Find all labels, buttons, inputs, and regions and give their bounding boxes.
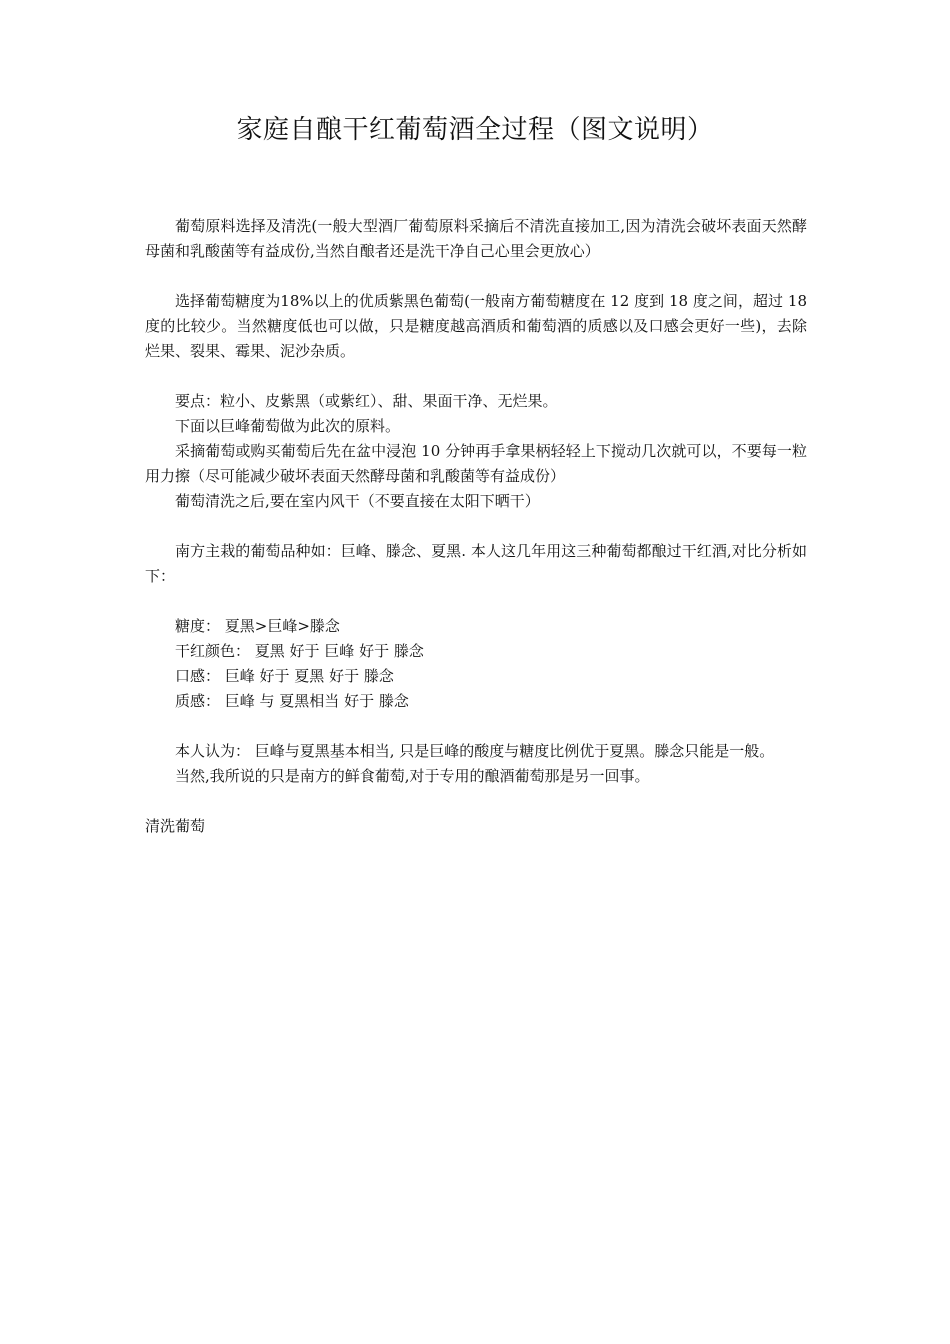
paragraph-air-dry: 葡萄清洗之后,要在室内风干（不要直接在太阳下晒干） [175, 492, 540, 510]
comparison-texture: 质感： 巨峰 与 夏黑相当 好于 滕念 [175, 692, 409, 710]
comparison-color: 干红颜色： 夏黑 好于 巨峰 好于 滕念 [175, 642, 424, 660]
paragraph-opinion: 本人认为： 巨峰与夏黑基本相当, 只是巨峰的酸度与糖度比例优于夏黑。滕念只能是一般。 [175, 742, 775, 760]
paragraph-gap [145, 714, 807, 739]
document-title: 家庭自酿干红葡萄酒全过程（图文说明） [236, 115, 714, 145]
comparison-sugar: 糖度： 夏黑>巨峰>滕念 [175, 617, 340, 635]
paragraph-sugar-content: 选择葡萄糖度为18%以上的优质紫黑色葡萄(一般南方葡萄糖度在 12 度到 18 度之间，超过 18 度的比较少。当然糖度低也可以做，只是糖度越高酒质和葡萄酒的质感以及口感会更好一些)，去除烂果、裂果、霉果、泥沙杂质。 [145, 292, 807, 360]
paragraph-gap [145, 264, 807, 289]
paragraph-note: 当然,我所说的只是南方的鲜食葡萄,对于专用的酿酒葡萄那是另一回事。 [175, 767, 650, 785]
section-heading-wash-grapes: 清洗葡萄 [145, 817, 206, 835]
document-body [145, 214, 807, 839]
paragraph-washing-method: 采摘葡萄或购买葡萄后先在盆中浸泡 10 分钟再手拿果柄轻轻上下搅动几次就可以，不要每一粒用力擦（尽可能减少破坏表面天然酵母菌和乳酸菌等有益成份） [145, 442, 807, 485]
paragraph-varieties: 南方主栽的葡萄品种如：巨峰、滕念、夏黑. 本人这几年用这三种葡萄都酿过干红酒,对比分析如下： [145, 542, 807, 585]
paragraph-gap [145, 514, 807, 539]
paragraph-grape-selection: 葡萄原料选择及清洗(一般大型酒厂葡萄原料采摘后不清洗直接加工,因为清洗会破坏表面天然酵母菌和乳酸菌等有益成份,当然自酿者还是洗干净自己心里会更放心） [145, 217, 807, 260]
comparison-taste: 口感： 巨峰 好于 夏黑 好于 滕念 [175, 667, 394, 685]
paragraph-gap [145, 789, 807, 814]
paragraph-gap [145, 589, 807, 614]
paragraph-gap [145, 364, 807, 389]
paragraph-raw-material: 下面以巨峰葡萄做为此次的原料。 [175, 417, 401, 435]
paragraph-key-points: 要点：粒小、皮紫黑（或紫红）、甜、果面干净、无烂果。 [175, 392, 558, 410]
